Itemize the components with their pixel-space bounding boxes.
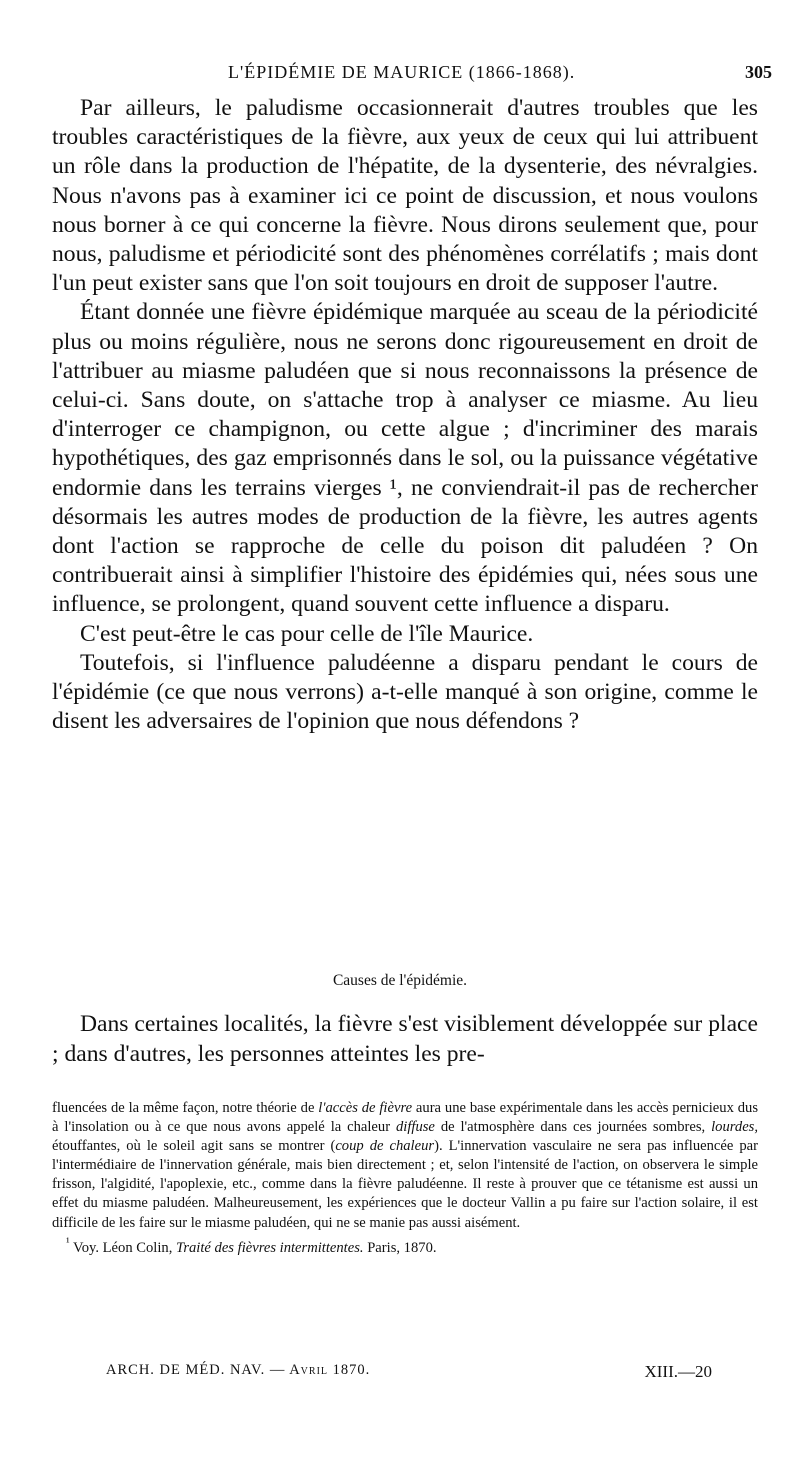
paragraph: Toutefois, si l'influence paludéenne a disparu pendant le cours de l'épidémie (ce que nous verrons) a-t-elle manqué à son origine, comme le disent les adversaires de l'opinion que nous défendons ? [52,649,758,735]
page-header [52,62,772,92]
body-text [52,94,758,736]
page-footer [52,1362,758,1386]
footnote-text: de l'atmosphère dans ces journées sombres, [434,1119,712,1136]
footnote-text: Voy. Léon Colin, [69,1239,177,1256]
paragraph: Dans certaines localités, la fièvre s'est visiblement développée sur place ; dans d'autres, les personnes atteintes les pre- [52,1011,758,1067]
footnote-emphasis: coup de chaleur [335,1138,435,1155]
footnote-text: fluencées de la même façon, notre théorie de [52,1100,319,1116]
footnote-emphasis: Traité des fièvres intermittentes. [176,1239,364,1256]
footnote-emphasis: lourdes, [711,1119,758,1136]
footnote-text: ). L'innervation vasculaire ne sera pas influencée par l'intermédiaire de l'innervation générale, mais bien directement ; et, selon l'intensité de l'action, on observera le simple frisson, l'algidité, l'apoplexie, etc., comme dans la fièvre paludéenne. Il reste à prouver que ce tétanisme est aussi un effet du miasme paludéen. Malheureusement, les expériences que le docteur Vallin a pu faire sur l'action solaire, il est difficile de les faire sur le miasme paludéen, qui ne se manie pas aussi aisément. [52,1138,758,1231]
footnote-marker: ¹ [66,1234,70,1249]
signature-mark: XIII.—20 [644,1362,712,1381]
page-number: 305 [745,62,772,82]
footnote-text: Paris, 1870. [363,1239,437,1256]
paragraph: Étant donnée une fièvre épidémique marquée au sceau de la périodicité plus ou moins régulière, nous ne serons donc rigoureusement en droit de l'attribuer au miasme paludéen que si nous reconnaissons la présence de celui-ci. Sans doute, on s'attache trop à analyser ce miasme. Au lieu d'interroger ce champignon, ou cette algue ; d'incriminer des marais hypothétiques, des gaz emprisonnés dans le sol, ou la puissance végétative endormie dans les terrains vierges ¹, ne conviendrait-il pas de rechercher désormais les autres modes de production de la fièvre, les autres agents dont l'action se rapproche de celle du poison dit paludéen ? On contribuerait ainsi à simplifier l'histoire des épidémies qui, nées sous une influence, se prolongent, quand souvent cette influence a disparu. [52,299,758,618]
paragraph: Par ailleurs, le paludisme occasionnerait d'autres troubles que les troubles caractéristiques de la fièvre, aux yeux de ceux qui lui attribuent un rôle dans la production de l'hépatite, de la dysenterie, des névralgies. Nous n'avons pas à examiner ici ce point de discussion, et nous voulons nous borner à ce qui concerne la fièvre. Nous dirons seulement que, pour nous, paludisme et périodicité sont des phénomènes corrélatifs ; mais dont l'un peut exister sans que l'on soit toujours en droit de supposer l'autre. [52,95,758,297]
footnote-text: aura une base expérimentale dans les accès pernicieux dus à l'insolation ou à ce que nous avons appelé la chaleur [52,1100,758,1136]
paragraph: C'est peut-être le cas pour celle de l'île Maurice. [80,620,534,647]
footnote-1 [52,1233,758,1258]
footnotes [52,1099,758,1258]
footnote-emphasis: l'accès de fièvre [318,1100,413,1116]
footnote-continuation [52,1099,758,1233]
footnote-emphasis: diffuse [395,1119,435,1136]
section-heading: Causes de l'épidémie. [332,972,468,989]
footnote-text: étouffantes, où le soleil agit sans se montrer ( [52,1138,336,1155]
journal-citation: ARCH. DE MÉD. NAV. — Avril 1870. [106,1362,371,1378]
body-text-continued [52,1010,758,1069]
running-title: L'ÉPIDÉMIE DE MAURICE (1866-1868). [228,62,576,82]
